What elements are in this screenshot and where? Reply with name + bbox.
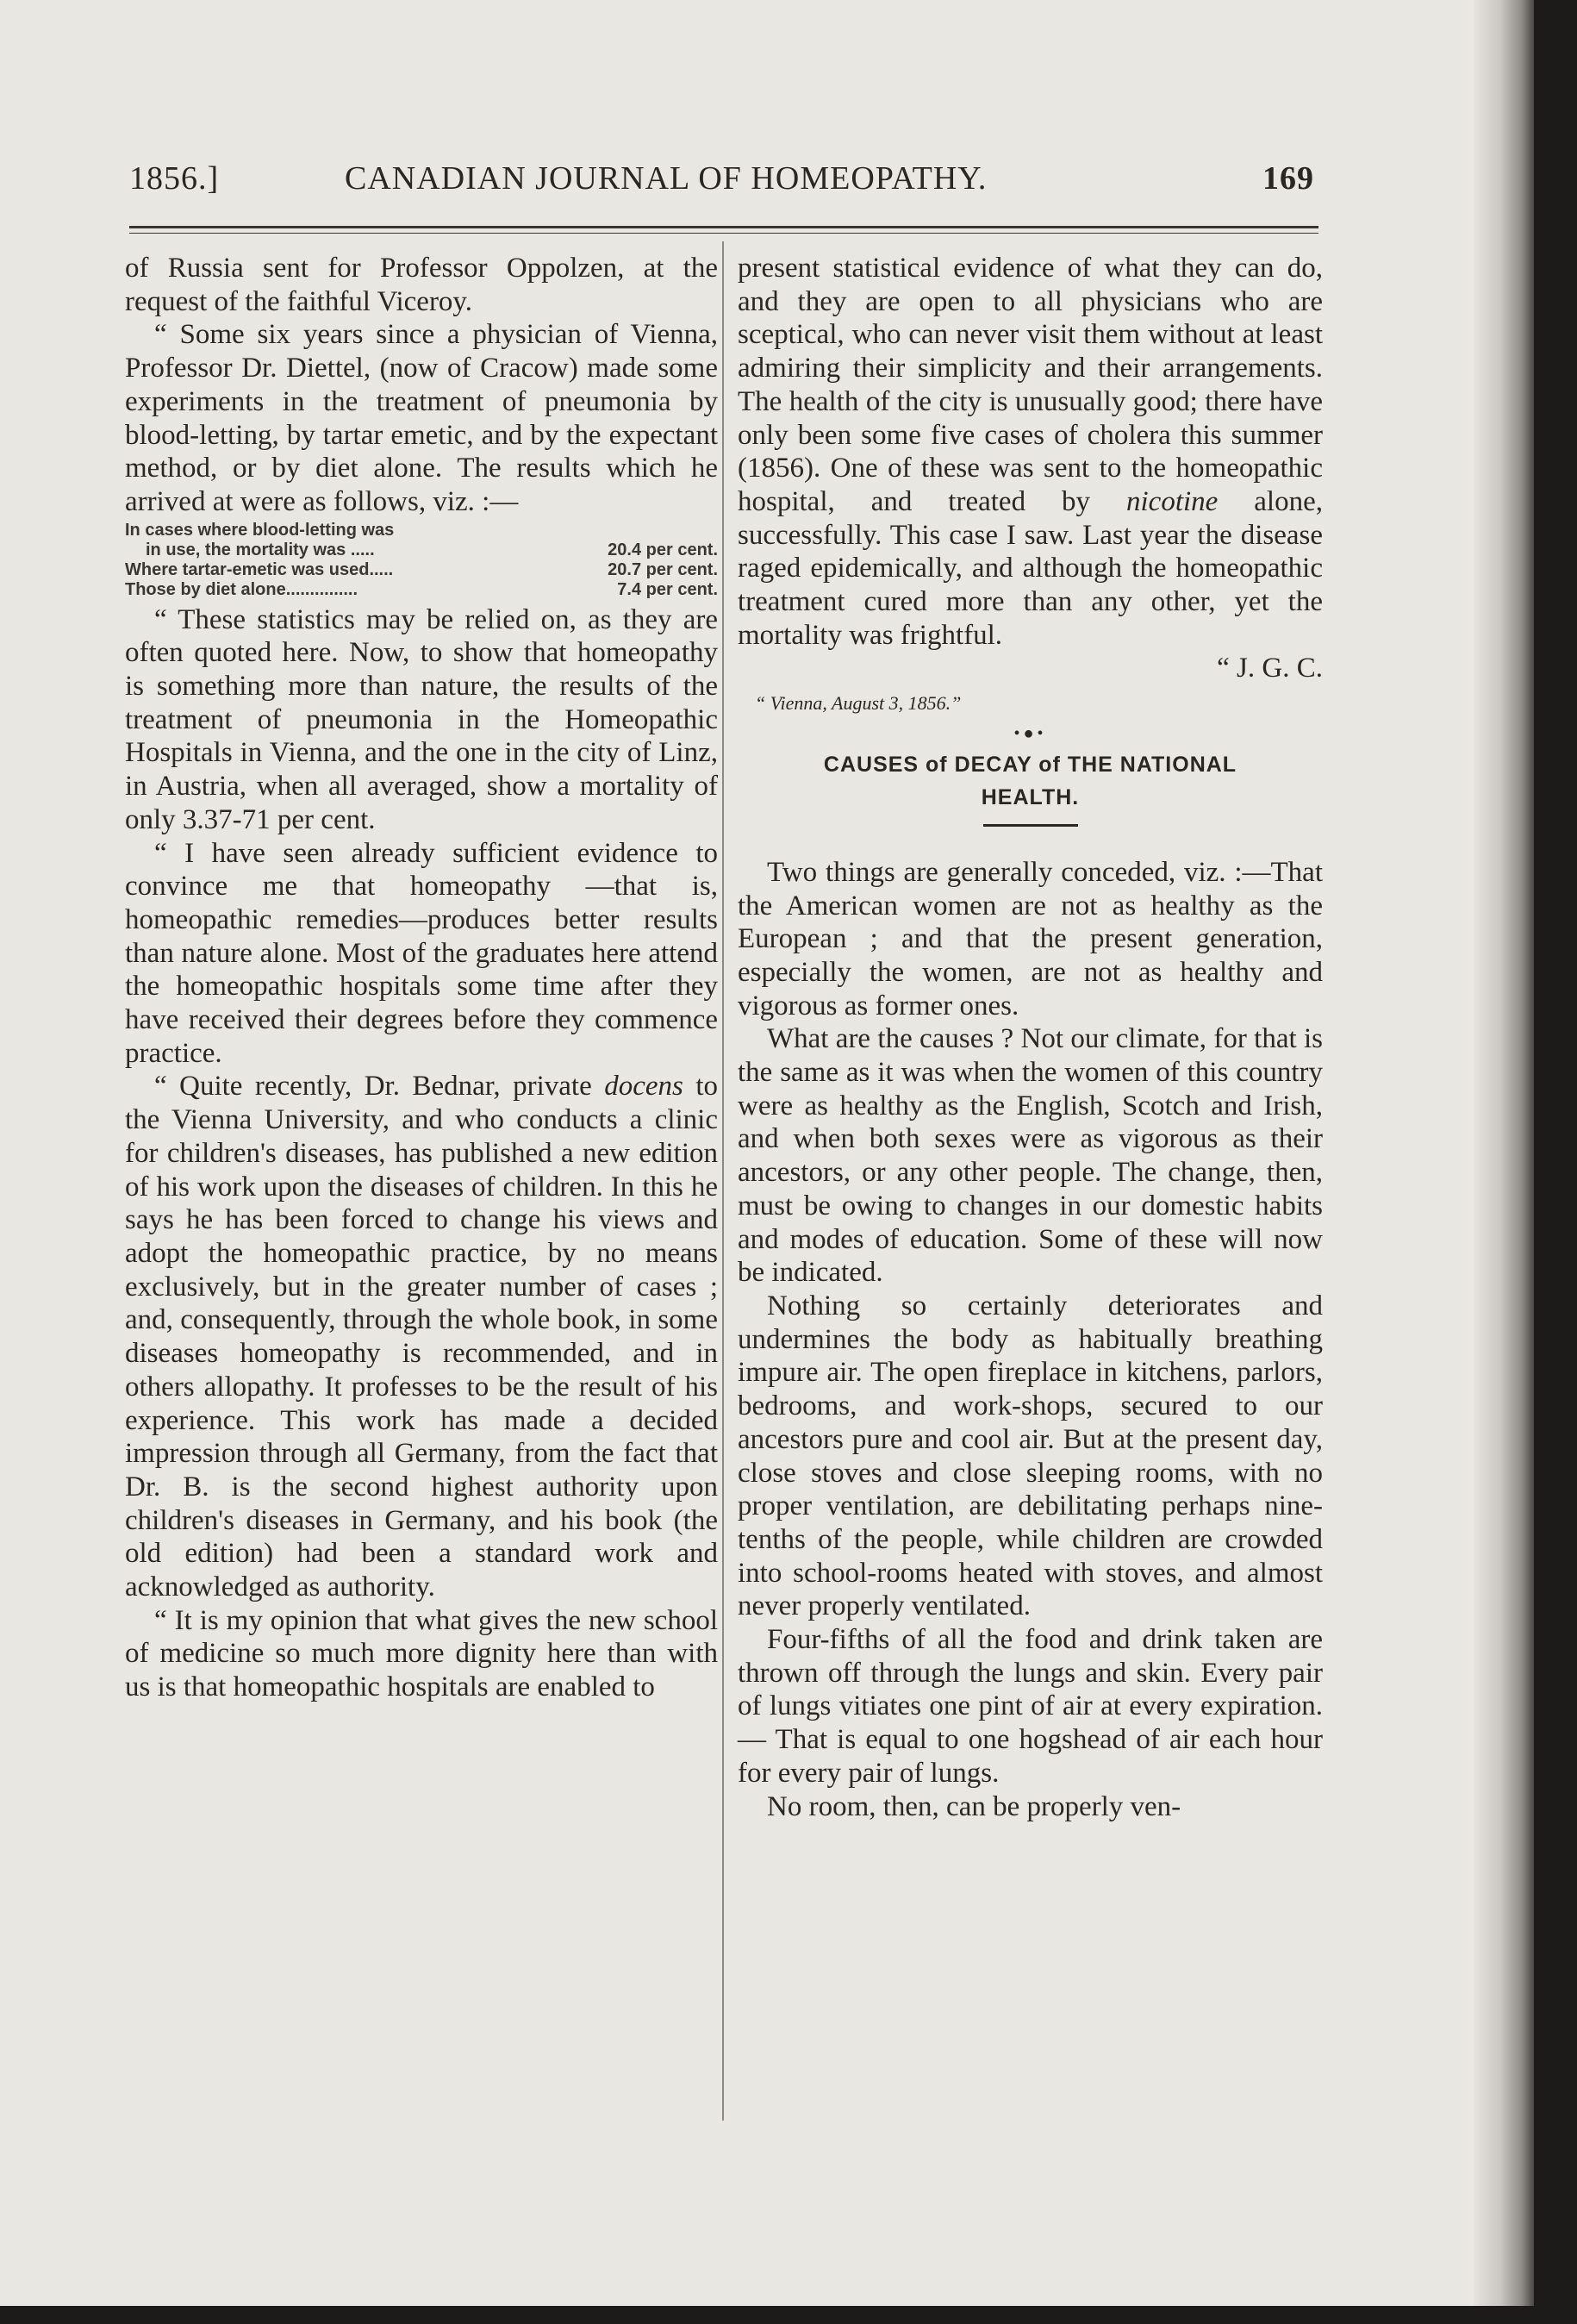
table-row: [125, 521, 718, 540]
paragraph: No room, then, can be properly ven-: [767, 1790, 1181, 1822]
table-label: Where tartar-emetic was used.....: [125, 559, 394, 579]
section-heading-line: HEALTH.: [981, 784, 1080, 809]
header-rule-thin: [129, 233, 1318, 234]
running-header: [129, 159, 1314, 211]
header-rule: [129, 226, 1318, 228]
paragraph: Two things are generally conceded, viz. :—That the American women are not as healthy as the European ; and that the present generation, especially the women, are not as healthy and vigorous as former ones.: [738, 856, 1323, 1021]
text-run: to the Vienna University, and who conducts a clinic for children's diseases, has published a new edition of his work upon the diseases of children. In this he says he has been forced to change his views and adopt the homeopathic practice, by no means exclusively, but in the greater number of cases ; and, consequently, through the whole book, in some diseases homeopathy is recommended, and in others allopathy. It professes to be the result of his experience. This work has made a decided impression through all Germany, from the fact that Dr. B. is the second highest authority upon children's diseases in Germany, and his book (the old edition) had been a standard work and acknowledged as authority.: [125, 1071, 718, 1603]
book-spine-shadow: [1474, 0, 1534, 2306]
italic-term: docens: [604, 1071, 683, 1103]
paragraph: [125, 1070, 718, 1603]
paragraph: Nothing so certainly deteriorates and undermines the body as habitually breathing impure air. The open fireplace in kitchens, parlors, bedrooms, and work-shops, secured to our ancestors pure and cool air. But at the present day, close stoves and close sleeping rooms, with no proper ventilation, are debilitating perhaps nine-tenths of the people, while children are crowded into school-rooms heated with stoves, and almost never properly ventilated.: [738, 1290, 1323, 1622]
table-row: [125, 540, 718, 560]
table-row: [125, 580, 718, 600]
paragraph: [738, 252, 1323, 652]
mortality-table: [125, 521, 718, 600]
page-number: 169: [1262, 160, 1314, 197]
section-heading: [738, 748, 1323, 814]
italic-term: nicotine: [1126, 485, 1219, 517]
table-value: 7.4 per cent.: [617, 579, 718, 599]
letter-signature: “ J. G. C.: [1217, 653, 1323, 684]
table-label: in use, the mortality was .....: [146, 540, 375, 559]
section-rule: [983, 824, 1078, 827]
journal-title: CANADIAN JOURNAL OF HOMEOPATHY.: [345, 160, 988, 197]
text-run: “ Quite recently, Dr. Bednar, private: [154, 1071, 605, 1103]
text-run: present statistical evidence of what they can do, and they are open to all physicians who are sceptical, who can never visit them without at least admiring their simplicity and their arrangements. The health of the city is unusually good; there have only been some five cases of cholera this summer (1856). One of these was sent to the homeopathic hospital, and treated by: [738, 253, 1323, 517]
paragraph: “ These statistics may be relied on, as they are often quoted here. Now, to show that homeopathy is something more than nature, the results of the treatment of pneumonia in the Homeopathic Hospitals in Vienna, and the one in the city of Linz, in Austria, when all averaged, show a mortality of only 3.37-71 per cent.: [125, 603, 718, 835]
table-value: 20.7 per cent.: [608, 559, 718, 579]
right-column: [738, 252, 1323, 1823]
table-value: 20.4 per cent.: [608, 540, 718, 559]
paragraph: “ I have seen already sufficient evidence to convince me that homeopathy —that is, homeopathic remedies—produces better results than nature alone. Most of the graduates here attend the homeopathic hospitals some time after they have received their degrees before they commence practice.: [125, 837, 718, 1069]
column-divider: [722, 241, 724, 2121]
paragraph: “ Some six years since a physician of Vienna, Professor Dr. Diettel, (now of Cracow) made some experiments in the treatment of pneumonia by blood-letting, by tartar emetic, and by the expectant method, or by diet alone. The results which he arrived at were as follows, viz. :—: [125, 319, 718, 517]
section-heading-line: CAUSES of DECAY of THE NATIONAL: [823, 752, 1237, 777]
paragraph: of Russia sent for Professor Oppolzen, at the request of the faithful Viceroy.: [125, 253, 718, 317]
paragraph: What are the causes ? Not our climate, for that is the same as it was when the women of this country were as healthy as the English, Scotch and Irish, and when both sexes were as vigorous as their ancestors, or any other people. The change, then, must be owing to changes in our domestic habits and modes of education. Some of these will now be indicated.: [738, 1023, 1323, 1289]
table-label: Those by diet alone...............: [125, 579, 358, 599]
table-label: In cases where blood-letting was: [125, 520, 395, 540]
section-ornament: •●•: [1013, 723, 1047, 743]
paragraph: “ It is my opinion that what gives the new school of medicine so much more dignity here than with us is that homeopathic hospitals are enabled to: [125, 1604, 718, 1703]
table-row: [125, 560, 718, 580]
header-year: 1856.]: [129, 160, 220, 197]
paragraph: Four-fifths of all the food and drink taken are thrown off through the lungs and skin. Every pair of lungs vitiates one pint of air at every expiration.— That is equal to one hogshead of air each hour for every pair of lungs.: [738, 1624, 1323, 1789]
left-column: [125, 252, 718, 1704]
text-run: alone, successfully. This case I saw. Last year the disease raged epidemically, and although the homeopathic treatment cured more than any other, yet the mortality was frightful.: [738, 485, 1323, 651]
letter-dateline: “ Vienna, August 3, 1856.”: [755, 692, 962, 715]
